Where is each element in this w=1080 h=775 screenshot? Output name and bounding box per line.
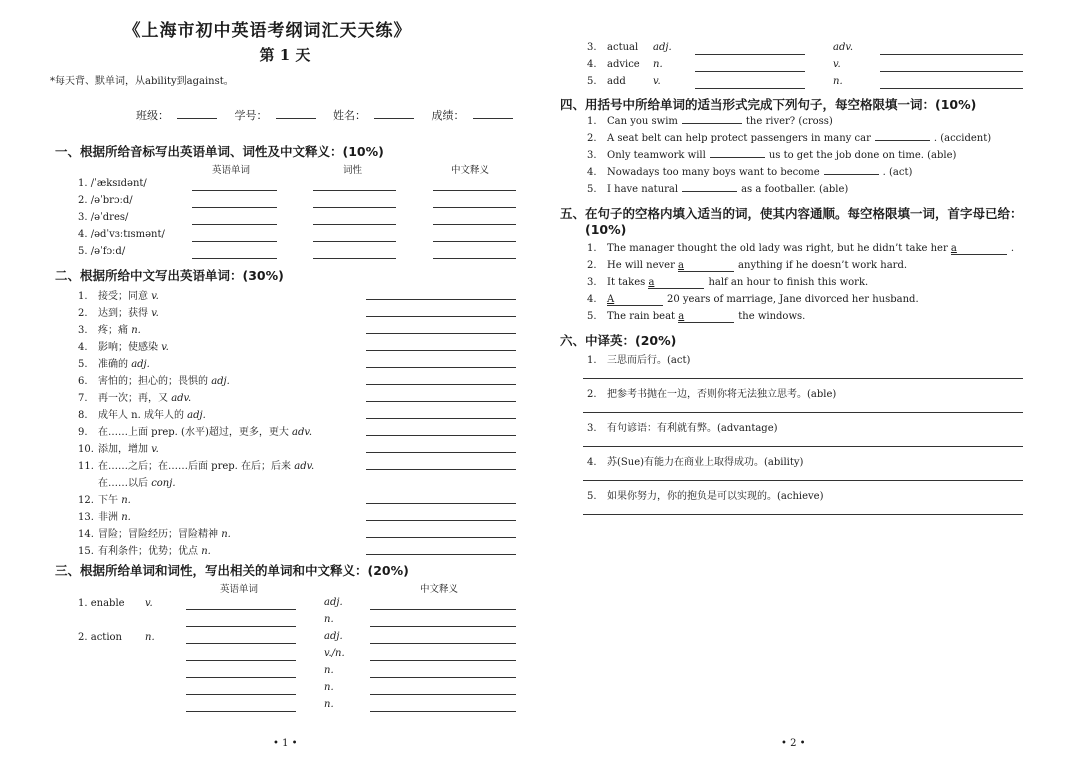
pos-label: n. [221, 529, 231, 540]
sentence-text: the windows. [738, 311, 806, 322]
chinese-prompt: 冒险；冒险经历；冒险精神 [98, 529, 218, 540]
sentence-item [587, 167, 912, 178]
phonetic-item: 2. /əˈbrɔːd/ [78, 195, 133, 206]
answer-line[interactable] [370, 711, 516, 712]
pos-label: adj. [324, 631, 343, 642]
sentence-text: 20 years of marriage, Jane divorced her husband. [667, 294, 919, 305]
item-number: 6. [78, 376, 88, 387]
fill-blank[interactable] [682, 123, 742, 124]
pos-label: adv. [292, 427, 313, 438]
sentence-item [587, 150, 956, 161]
pos-label: n. [833, 76, 843, 87]
answer-line[interactable] [192, 207, 277, 208]
answer-line[interactable] [186, 694, 296, 695]
answer-line[interactable] [313, 207, 396, 208]
answer-line[interactable] [366, 384, 516, 385]
item-number: 4. [587, 167, 597, 178]
item-number: 1. [78, 291, 88, 302]
given-word: action [90, 632, 122, 643]
section-5-heading: 五、在句子的空格内填入适当的词，使其内容通顺。每空格限填一词，首字母已给： [560, 206, 1023, 221]
item-number: 8. [78, 410, 88, 421]
section-1-heading: 一、根据所给音标写出英语单词、词性及中文释义：(10%) [55, 144, 384, 159]
name-label: 姓名： [333, 109, 366, 122]
instruction-note: *每天背、默单词，从ability到against。 [50, 76, 234, 87]
sentence-text: . [1010, 243, 1015, 254]
vocab-item [78, 406, 206, 421]
fill-blank[interactable] [648, 277, 704, 289]
sentence-text: A seat belt can help protect passengers in many car [607, 133, 871, 144]
pos-label: n. [121, 512, 131, 523]
vocab-item [78, 474, 176, 489]
col-english-word: 英语单词 [212, 165, 251, 176]
translation-prompt: 把参考书抛在一边，否则你将无法独立思考。(able) [607, 389, 837, 400]
answer-line[interactable] [583, 378, 1023, 379]
sentence-text: half an hour to finish this work. [708, 277, 869, 288]
item-number: 2. [78, 308, 88, 319]
item-number: 10. [78, 444, 94, 455]
sentence-item [587, 243, 1014, 255]
answer-line[interactable] [433, 224, 516, 225]
chinese-prompt: 在……之后；在……后面 prep. 在后；后来 [98, 461, 292, 472]
item-number: 12. [78, 495, 94, 506]
item-number: 2. [587, 133, 597, 144]
pos-label: n. [324, 665, 334, 676]
chinese-prompt: 有利条件；优势；优点 [98, 546, 198, 557]
chinese-prompt: 非洲 [98, 512, 118, 523]
fill-blank[interactable] [951, 243, 1007, 255]
vocab-item [78, 304, 159, 319]
item-number: 1. [587, 355, 597, 366]
pos-label: n. [121, 495, 131, 506]
item-number: 2. [78, 632, 88, 643]
vocab-item [78, 457, 314, 472]
sentence-text: . (act) [882, 167, 913, 178]
sentence-item [587, 133, 991, 144]
answer-line[interactable] [880, 54, 1023, 55]
worksheet-title: 《上海市初中英语考纲词汇天天练》 [123, 21, 412, 41]
pos-label: adj. [131, 359, 150, 370]
sentence-text: us to get the job done on time. (able) [768, 150, 957, 161]
answer-line[interactable] [583, 446, 1023, 447]
item-number: 2. [587, 260, 597, 271]
answer-line[interactable] [366, 469, 516, 470]
item-number: 2. [587, 389, 597, 400]
answer-line[interactable] [370, 694, 516, 695]
sentence-item [587, 116, 833, 127]
section-5-score: (10%) [585, 222, 627, 237]
answer-line[interactable] [583, 514, 1023, 515]
chinese-prompt: 下午 [98, 495, 118, 506]
answer-line[interactable] [366, 503, 516, 504]
fill-blank[interactable] [824, 174, 879, 175]
translation-prompt: 三思而后行。(act) [607, 355, 691, 366]
answer-line[interactable] [366, 537, 516, 538]
answer-line[interactable] [186, 609, 296, 610]
vocab-item [78, 423, 312, 438]
given-word: actual [607, 42, 639, 53]
pos-label: v. [151, 444, 159, 455]
pos-label: n. [131, 325, 141, 336]
pos-label: adj. [324, 597, 343, 608]
word-item [587, 76, 626, 87]
item-number: 4. [78, 342, 88, 353]
sentence-text: Can you swim [607, 116, 678, 127]
pos-label: conj. [151, 478, 176, 489]
item-number: 5. [587, 311, 597, 322]
pos-label: adv. [294, 461, 315, 472]
vocab-item [78, 508, 131, 523]
initial-letter: A [607, 294, 615, 305]
sentence-item [587, 277, 868, 289]
vocab-item [78, 355, 150, 370]
section-4-heading: 四、用括号中所给单词的适当形式完成下列句子，每空格限填一词：(10%) [560, 97, 977, 112]
answer-line[interactable] [366, 401, 516, 402]
chinese-prompt: 疼；痛 [98, 325, 128, 336]
phonetic-item: 4. /ədˈvɜːtɪsmənt/ [78, 229, 165, 240]
translation-item [587, 351, 690, 366]
col-chinese-meaning: 中文释义 [420, 584, 459, 595]
chinese-prompt: 准确的 [98, 359, 128, 370]
answer-line[interactable] [313, 258, 396, 259]
score-field[interactable] [473, 118, 513, 119]
phonetic-item: 5. /əˈfɔːd/ [78, 246, 126, 257]
sentence-text: I have natural [607, 184, 679, 195]
answer-line[interactable] [370, 660, 516, 661]
item-number: 5. [587, 76, 597, 87]
fill-blank[interactable] [682, 191, 737, 192]
sentence-text: anything if he doesn’t work hard. [738, 260, 908, 271]
student-id-field[interactable] [276, 118, 316, 119]
answer-line[interactable] [366, 333, 516, 334]
chinese-prompt: 在……上面 prep. (水平)超过，更多，更大 [98, 427, 289, 438]
page-right [545, 0, 1080, 775]
item-number: 3. [587, 423, 597, 434]
answer-line[interactable] [186, 643, 296, 644]
student-info-row [136, 107, 527, 123]
answer-line[interactable] [583, 480, 1023, 481]
name-field[interactable] [374, 118, 414, 119]
sentence-text: . (accident) [933, 133, 992, 144]
translation-item [587, 385, 836, 400]
initial-letter: a [648, 277, 655, 288]
given-pos: v. [145, 598, 153, 609]
item-number: 1. [587, 243, 597, 254]
answer-line[interactable] [370, 677, 516, 678]
vocab-item [78, 372, 230, 387]
answer-line[interactable] [192, 241, 277, 242]
vocab-item [78, 321, 141, 336]
pos-label: adj. [187, 410, 206, 421]
item-number: 7. [78, 393, 88, 404]
answer-line[interactable] [192, 190, 277, 191]
answer-line[interactable] [370, 609, 516, 610]
given-pos: v. [653, 76, 661, 87]
pos-label: adv. [833, 42, 854, 53]
answer-line[interactable] [366, 350, 516, 351]
answer-line[interactable] [186, 711, 296, 712]
chinese-prompt: 在……以后 [98, 478, 148, 489]
pos-label: n. [324, 614, 334, 625]
sentence-text: Nowadays too many boys want to become [607, 167, 820, 178]
item-number: 15. [78, 546, 94, 557]
item-number: 3. [587, 150, 597, 161]
translation-item [587, 453, 803, 468]
answer-line[interactable] [433, 258, 516, 259]
col-part-of-speech: 词性 [343, 165, 363, 176]
sentence-text: The manager thought the old lady was right, but he didn’t take her [607, 243, 948, 254]
item-number: 9. [78, 427, 88, 438]
chinese-prompt: 达到；获得 [98, 308, 148, 319]
vocab-item [78, 440, 159, 455]
answer-line[interactable] [366, 435, 516, 436]
pos-label: n. [201, 546, 211, 557]
answer-line[interactable] [186, 660, 296, 661]
item-number: 1. [587, 116, 597, 127]
answer-line[interactable] [366, 418, 516, 419]
pos-label: adv. [171, 393, 192, 404]
vocab-item [78, 542, 211, 557]
answer-line[interactable] [433, 190, 516, 191]
given-word: enable [90, 598, 125, 609]
phonetic-item: 3. /əˈdres/ [78, 212, 129, 223]
section-3-heading: 三、根据所给单词和词性，写出相关的单词和中文释义：(20%) [55, 563, 409, 578]
chinese-prompt: 成年人 n. 成年人的 [98, 410, 184, 421]
given-pos: adj. [653, 42, 672, 53]
item-number: 4. [587, 457, 597, 468]
vocab-item [78, 338, 169, 353]
col-english-word: 英语单词 [220, 584, 259, 595]
sentence-item [587, 184, 848, 195]
vocab-item [78, 491, 131, 506]
chinese-prompt: 害怕的；担心的；畏惧的 [98, 376, 208, 387]
fill-blank[interactable] [678, 260, 734, 272]
translation-prompt: 苏(Sue)有能力在商业上取得成功。(ability) [607, 457, 804, 468]
vocab-item [78, 525, 231, 540]
section-6-heading: 六、中译英：(20%) [560, 333, 677, 348]
class-field[interactable] [177, 118, 217, 119]
word-item [78, 598, 125, 609]
sentence-text: the river? (cross) [745, 116, 833, 127]
given-word: advice [607, 59, 640, 70]
chinese-prompt: 添加，增加 [98, 444, 148, 455]
chinese-prompt: 再一次；再，又 [98, 393, 168, 404]
item-number: 3. [587, 42, 597, 53]
vocab-item [78, 287, 159, 302]
answer-line[interactable] [366, 299, 516, 300]
page-left [0, 0, 535, 775]
pos-label: adj. [211, 376, 230, 387]
sentence-item [587, 311, 805, 323]
answer-line[interactable] [186, 677, 296, 678]
fill-blank[interactable] [607, 294, 663, 306]
answer-line[interactable] [366, 452, 516, 453]
item-number: 1. [78, 598, 88, 609]
item-number: 5. [78, 359, 88, 370]
page-number: • 1 • [273, 738, 298, 749]
sentence-item [587, 294, 919, 306]
given-pos: n. [145, 632, 155, 643]
item-number: 14. [78, 529, 94, 540]
answer-line[interactable] [366, 520, 516, 521]
answer-line[interactable] [192, 224, 277, 225]
pos-label: v. [161, 342, 169, 353]
vocab-item [78, 389, 191, 404]
sentence-text: It takes [607, 277, 646, 288]
initial-letter: a [950, 243, 957, 254]
word-item [587, 42, 638, 53]
item-number: 11. [78, 461, 94, 472]
sentence-text: as a footballer. (able) [741, 184, 849, 195]
item-number: 13. [78, 512, 94, 523]
sentence-text: He will never [607, 260, 675, 271]
item-number: 3. [587, 277, 597, 288]
word-item [78, 632, 122, 643]
sentence-item [587, 260, 907, 272]
answer-line[interactable] [695, 71, 805, 72]
sentence-text: The rain beat [607, 311, 676, 322]
answer-line[interactable] [433, 207, 516, 208]
answer-line[interactable] [583, 412, 1023, 413]
answer-line[interactable] [366, 367, 516, 368]
pos-label: v. [151, 291, 159, 302]
translation-prompt: 有句谚语：有利就有弊。(advantage) [607, 423, 778, 434]
pos-label: v. [151, 308, 159, 319]
answer-line[interactable] [695, 88, 805, 89]
initial-letter: a [678, 311, 685, 322]
answer-line[interactable] [313, 190, 396, 191]
answer-line[interactable] [695, 54, 805, 55]
given-pos: n. [653, 59, 663, 70]
fill-blank[interactable] [875, 140, 930, 141]
answer-line[interactable] [313, 241, 396, 242]
answer-line[interactable] [880, 88, 1023, 89]
answer-line[interactable] [192, 258, 277, 259]
page-number: • 2 • [781, 738, 806, 749]
answer-line[interactable] [880, 71, 1023, 72]
sentence-text: Only teamwork will [607, 150, 706, 161]
section-2-heading: 二、根据所给中文写出英语单词：(30%) [55, 268, 284, 283]
student-id-label: 学号： [234, 109, 268, 122]
answer-line[interactable] [370, 626, 516, 627]
word-item [587, 59, 640, 70]
translation-item [587, 487, 824, 502]
initial-letter: a [678, 260, 685, 271]
class-label: 班级： [136, 109, 169, 122]
day-heading: 第 1 天 [259, 46, 311, 64]
phonetic-item: 1. /ˈæksɪdənt/ [78, 178, 147, 189]
score-label: 成绩： [431, 109, 465, 122]
pos-label: n. [324, 699, 334, 710]
pos-label: v./n. [324, 648, 345, 659]
chinese-prompt: 影响；使感染 [98, 342, 158, 353]
answer-line[interactable] [370, 643, 516, 644]
item-number: 4. [587, 294, 597, 305]
translation-item [587, 419, 778, 434]
item-number: 5. [587, 184, 597, 195]
answer-line[interactable] [433, 241, 516, 242]
answer-line[interactable] [366, 554, 516, 555]
item-number: 3. [78, 325, 88, 336]
pos-label: n. [324, 682, 334, 693]
answer-line[interactable] [366, 316, 516, 317]
pos-label: v. [833, 59, 841, 70]
item-number: 5. [587, 491, 597, 502]
col-chinese-meaning: 中文释义 [451, 165, 490, 176]
answer-line[interactable] [186, 626, 296, 627]
answer-line[interactable] [313, 224, 396, 225]
fill-blank[interactable] [710, 157, 765, 158]
given-word: add [607, 76, 626, 87]
fill-blank[interactable] [678, 311, 734, 323]
item-number: 4. [587, 59, 597, 70]
chinese-prompt: 接受；同意 [98, 291, 148, 302]
translation-prompt: 如果你努力，你的抱负是可以实现的。(achieve) [607, 491, 824, 502]
